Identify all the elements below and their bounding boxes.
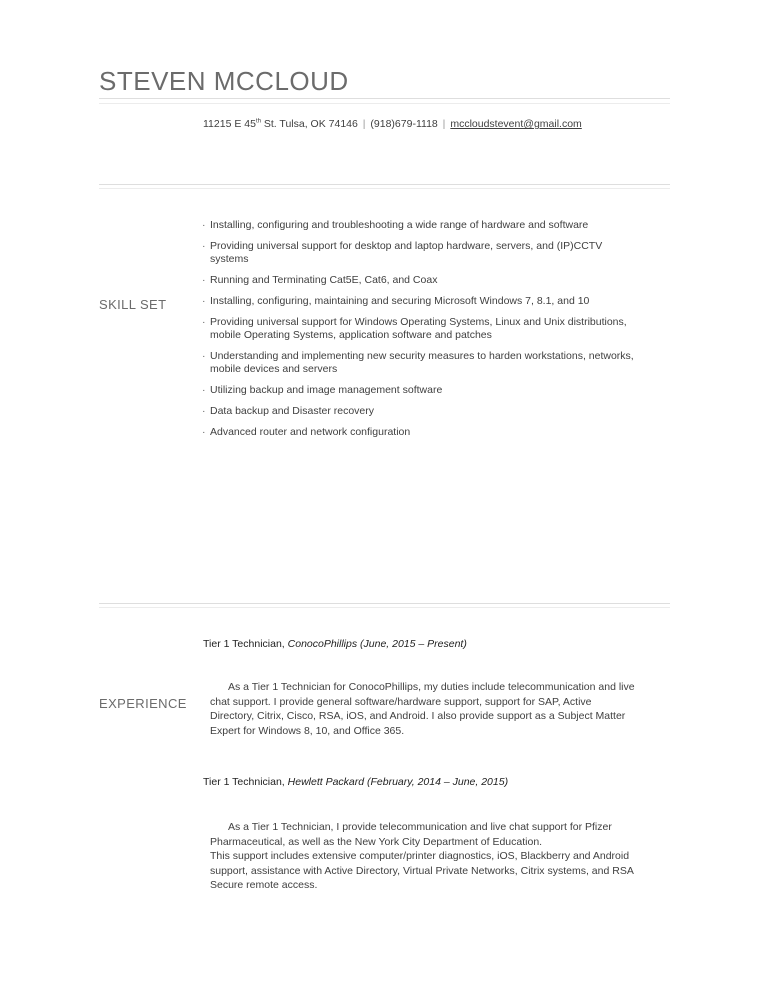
bullet-icon: · [202, 219, 206, 231]
header-divider [99, 98, 670, 99]
skill-item [202, 350, 642, 376]
skill-item [202, 384, 642, 397]
skill-text: Installing, configuring, maintaining and securing Microsoft Windows 7, 8.1, and 10 [210, 295, 590, 307]
email-link[interactable]: mccloudstevent@gmail.com [450, 118, 582, 130]
bullet-icon: · [202, 295, 206, 307]
skill-item [202, 316, 642, 342]
bullet-icon: · [202, 384, 206, 396]
skill-item [202, 405, 642, 418]
skills-section-label: SKILL SET [99, 297, 167, 312]
section-divider-secondary [99, 188, 670, 189]
contact-separator: | [362, 118, 366, 130]
phone-number: (918)679-1118 [370, 118, 438, 130]
job-description-text: As a Tier 1 Technician, I provide telecommunication and live chat support for Pfizer Pharmaceutical, as well as the New York City Department of Education. [210, 821, 612, 848]
job-title [203, 638, 467, 650]
section-divider [99, 603, 670, 604]
bullet-icon: · [202, 274, 206, 286]
experience-section-label: EXPERIENCE [99, 696, 187, 711]
address-city: St. Tulsa, OK 74146 [260, 118, 358, 130]
skill-item [202, 274, 642, 287]
skill-text: Data backup and Disaster recovery [210, 405, 374, 417]
job-description [210, 820, 638, 893]
header-divider-secondary [99, 103, 670, 104]
bullet-icon: · [202, 350, 206, 362]
address-ordinal: th [255, 118, 261, 125]
job-title [203, 776, 508, 788]
skill-item [202, 295, 642, 308]
job-company: Hewlett Packard (February, 2014 – June, 2015) [287, 776, 509, 788]
skill-text: Running and Terminating Cat5E, Cat6, and Coax [210, 274, 438, 286]
bullet-icon: · [202, 426, 206, 438]
skill-text: Utilizing backup and image management software [210, 384, 443, 396]
skills-list [202, 219, 642, 447]
job-role: Tier 1 Technician, [203, 638, 285, 650]
bullet-icon: · [202, 405, 206, 417]
bullet-icon: · [202, 316, 206, 328]
skill-text: Understanding and implementing new security measures to harden workstations, networks, mobile devices and servers [210, 350, 634, 375]
job-description [210, 680, 638, 738]
job-company: ConocoPhillips (June, 2015 – Present) [287, 638, 467, 650]
job-description-text: This support includes extensive computer/printer diagnostics, iOS, Blackberry and Android support, assistance with Active Directory, Virtual Private Networks, Citrix systems, and RSA Secure remote access. [210, 850, 634, 891]
contact-separator: | [442, 118, 446, 130]
skill-item [202, 240, 642, 266]
contact-line [203, 118, 582, 130]
bullet-icon: · [202, 240, 206, 252]
resume-name: STEVEN MCCLOUD [99, 66, 349, 96]
skill-item [202, 426, 642, 439]
section-divider-secondary [99, 607, 670, 608]
skill-text: Providing universal support for Windows Operating Systems, Linux and Unix distributions, mobile Operating Systems, application software and patches [210, 316, 627, 341]
job-role: Tier 1 Technician, [203, 776, 285, 788]
skill-text: Advanced router and network configuration [210, 426, 411, 438]
job-description-text: As a Tier 1 Technician for ConocoPhillips, my duties include telecommunication and live chat support. I provide general software/hardware support, support for SAP, Active Directory, Citrix, Cisco, RSA, iOS, and Android. I also provide support as a Subject Matter Expert for Windows 8, 10, and Office 365. [210, 681, 635, 737]
section-divider [99, 184, 670, 185]
address-street: 11215 E 45 [203, 118, 256, 130]
skill-text: Installing, configuring and troubleshooting a wide range of hardware and software [210, 219, 589, 231]
skill-text: Providing universal support for desktop and laptop hardware, servers, and (IP)CCTV systems [210, 240, 603, 265]
skill-item [202, 219, 642, 232]
